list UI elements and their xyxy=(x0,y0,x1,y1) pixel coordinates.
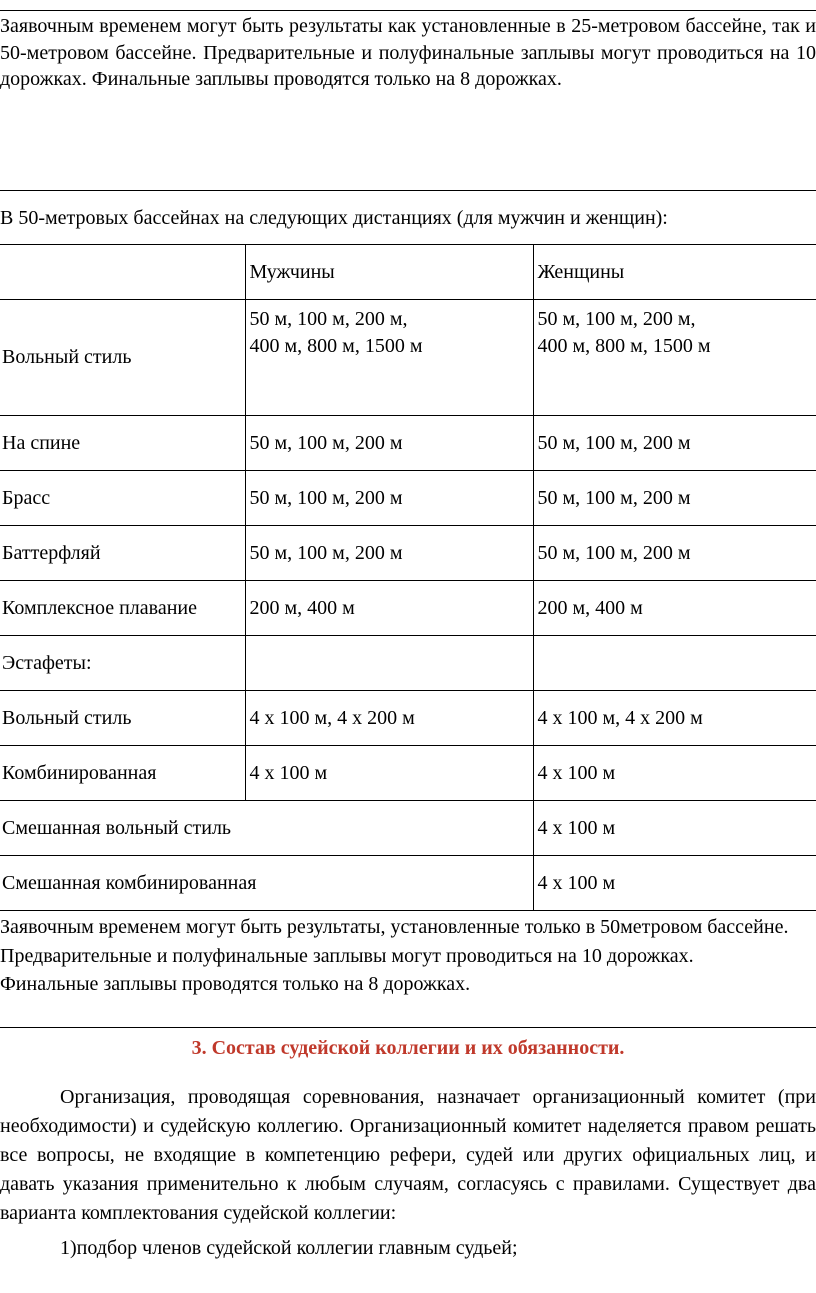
outro-rule xyxy=(0,1027,816,1028)
row-label: На спине xyxy=(0,416,245,471)
row-label: Вольный стиль xyxy=(0,300,245,416)
section-rule xyxy=(0,190,816,191)
men-cell: 50 м, 100 м, 200 м xyxy=(245,526,533,581)
men-cell: 4 х 100 м, 4 х 200 м xyxy=(245,691,533,746)
body-paragraph xyxy=(0,1083,816,1228)
intro-paragraph: Заявочным временем могут быть результаты как установленные в 25-метровом бассейне, так и 50-метровом бассейне. Предварительные и полуфинальные заплывы могут проводиться на 10 дорожках. Финальные заплывы проводятся только на 8 дорожках. xyxy=(0,15,816,90)
men-cell xyxy=(245,636,533,691)
row-label: Комплексное плавание xyxy=(0,581,245,636)
row-label: Брасс xyxy=(0,471,245,526)
table-title: В 50-метровых бассейнах на следующих дистанциях (для мужчин и женщин): xyxy=(0,207,668,229)
row-label: Баттерфляй xyxy=(0,526,245,581)
row-label: Эстафеты: xyxy=(0,636,245,691)
table-row xyxy=(0,416,816,471)
men-cell: 200 м, 400 м xyxy=(245,581,533,636)
women-cell: 50 м, 100 м, 200 м xyxy=(533,471,816,526)
table-row xyxy=(0,746,816,801)
row-label: Смешанная комбинированная xyxy=(0,856,533,911)
women-cell-line-1: 50 м, 100 м, 200 м, xyxy=(537,308,696,330)
table-row xyxy=(0,636,816,691)
women-cell: 4 х 100 м xyxy=(533,746,816,801)
men-cell: 4 х 100 м xyxy=(245,746,533,801)
table-row xyxy=(0,691,816,746)
body-paragraph-text: Организация, проводящая соревнования, назначает организационный комитет (при необходимости) и судейскую коллегию. Организационный комитет наделяется правом решать все вопросы, не входящие в компетенцию рефери, судей или других официальных лиц, и давать указания применительно к любым случаям, согласуясь с правилами. Существует два варианта комплектования судейской коллегии: xyxy=(0,1086,816,1224)
table-row xyxy=(0,526,816,581)
women-cell: 50 м, 100 м, 200 м xyxy=(533,416,816,471)
men-cell-line-1: 50 м, 100 м, 200 м, xyxy=(249,308,408,330)
row-label: Смешанная вольный стиль xyxy=(0,801,533,856)
header-cell-men: Мужчины xyxy=(245,245,533,300)
women-cell: 200 м, 400 м xyxy=(533,581,816,636)
distances-table xyxy=(0,244,816,911)
women-cell xyxy=(533,636,816,691)
women-cell xyxy=(533,300,816,416)
men-cell-line-2: 400 м, 800 м, 1500 м xyxy=(249,335,423,357)
men-cell xyxy=(245,300,533,416)
men-cell: 50 м, 100 м, 200 м xyxy=(245,471,533,526)
men-cell: 50 м, 100 м, 200 м xyxy=(245,416,533,471)
table-row xyxy=(0,300,816,416)
list-item: 1)подбор членов судейской коллегии главным судьей; xyxy=(60,1237,518,1259)
table-row xyxy=(0,856,816,911)
header-cell-empty xyxy=(0,245,245,300)
women-cell: 4 х 100 м xyxy=(533,856,816,911)
row-label: Вольный стиль xyxy=(0,691,245,746)
table-row xyxy=(0,801,816,856)
header-cell-women: Женщины xyxy=(533,245,816,300)
women-cell: 50 м, 100 м, 200 м xyxy=(533,526,816,581)
women-cell-line-2: 400 м, 800 м, 1500 м xyxy=(537,335,711,357)
outro-paragraph: Заявочным временем могут быть результаты, установленные только в 50метровом бассейне. Предварительные и полуфинальные заплывы могут проводиться на 10 дорожках. Финальные заплывы проводятся только на 8 дорожках. xyxy=(0,916,789,995)
top-rule xyxy=(0,10,816,11)
women-cell: 4 х 100 м xyxy=(533,801,816,856)
table-row xyxy=(0,581,816,636)
section-heading: 3. Состав судейской коллегии и их обязанности. xyxy=(191,1037,625,1059)
women-cell: 4 х 100 м, 4 х 200 м xyxy=(533,691,816,746)
table-row xyxy=(0,471,816,526)
table-header-row xyxy=(0,245,816,300)
row-label: Комбинированная xyxy=(0,746,245,801)
